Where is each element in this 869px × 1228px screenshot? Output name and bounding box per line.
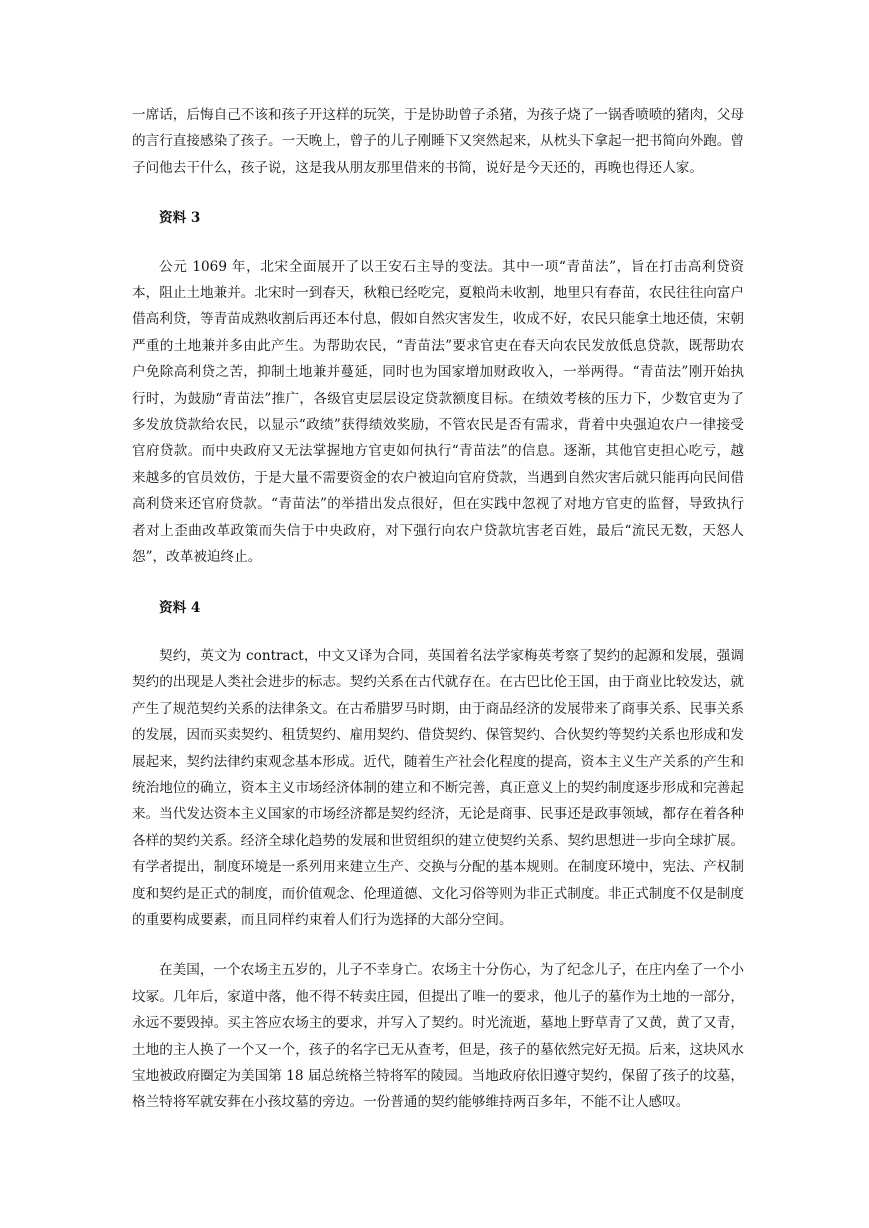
intro-paragraph: 一席话，后悔自己不该和孩子开这样的玩笑，于是协助曾子杀猪，为孩子烧了一锅香喷喷的猪肉，父母的言行直接感染了孩子。一天晚上，曾子的儿子刚睡下又突然起来，从枕头下拿起一把书简向外跑。曾子问他去干什么，孩子说，这是我从朋友那里借来的书简，说好是今天还的，再晚也得还人家。 [132,107,744,176]
section-3-paragraph: 公元 1069 年，北宋全面展开了以王安石主导的变法。其中一项“青苗法”，旨在打击高利贷资本，阻止土地兼并。北宋时一到春天，秋粮已经吃完，夏粮尚未收割，地里只有春苗，农民往往向富户借高利贷，等青苗成熟收割后再还本付息，假如自然灾害发生，收成不好，农民只能拿土地还债，宋朝严重的土地兼并多由此产生。为帮助农民，“青苗法”要求官吏在春天向农民发放低息贷款，既帮助农户免除高利贷之苦，抑制土地兼并蔓延，同时也为国家增加财政收入，一举两得。“青苗法”刚开始执行时，为鼓励“青苗法”推广，各级官吏层层设定贷款额度目标。在绩效考核的压力下，少数官吏为了多发放贷款给农民，以显示“政绩”获得绩效奖励，不管农民是否有需求，背着中央强迫农户一律接受官府贷款。而中央政府又无法掌握地方官吏如何执行“青苗法”的信息。逐渐，其他官吏担心吃亏，越来越多的官员效仿，于是大量不需要资金的农户被迫向官府贷款，当遇到自然灾害后就只能再向民间借高利贷来还官府贷款。“青苗法”的举措出发点很好，但在实践中忽视了对地方官吏的监督，导致执行者对上歪曲改革政策而失信于中央政府，对下强行向农户贷款坑害老百姓，最后“流民无数，天怒人怨”，改革被迫终止。 [132,258,744,566]
section-4-paragraph-2: 在美国，一个农场主五岁的，儿子不幸身亡。农场主十分伤心，为了纪念儿子，在庄内垒了一个小坟冢。几年后，家道中落，他不得不转卖庄园，但提出了唯一的要求，他儿子的墓作为土地的一部分，永远不要毁掉。买主答应农场主的要求，并写入了契约。时光流逝，墓地上野草青了又黄，黄了又青，土地的主人换了一个又一个，孩子的名字已无从查考，但是，孩子的墓依然完好无损。后来，这块风水宝地被政府圈定为美国第 18 届总统格兰特将军的陵园。当地政府依旧遵守契约，保留了孩子的坟墓，格兰特将军就安葬在小孩坟墓的旁边。一份普通的契约能够维持两百多年，不能不让人感叹。 [132,962,744,1111]
spacer [132,181,744,205]
document-page [132,102,744,1116]
section-heading-3: 资料 3 [159,210,201,227]
section-4-paragraph-1: 契约，英文为 contract，中文又译为合同，英国着名法学家梅英考察了契约的起源和发展，强调契约的出现是人类社会进步的标志。契约关系在古代就存在。在古巴比伦王国，由于商业比较发达，就产生了规范契约关系的法律条文。在古希腊罗马时期，由于商品经济的发展带来了商事关系、民事关系的发展，因而买卖契约、租赁契约、雇用契约、借贷契约、保管契约、合伙契约等契约关系也形成和发展起来，契约法律约束观念基本形成。近代，随着生产社会化程度的提高，资本主义生产关系的产生和统治地位的确立，资本主义市场经济体制的建立和不断完善，真正意义上的契约制度逐步形成和完善起来。当代发达资本主义国家的市场经济都是契约经济，无论是商事、民事还是政事领域，都存在着各种各样的契约关系。经济全球化趋势的发展和世贸组织的建立使契约关系、契约思想进一步向全球扩展。有学者提出，制度环境是一系列用来建立生产、交换与分配的基本规则。在制度环境中，宪法、产权制度和契约是正式的制度，而价值观念、伦理道德、文化习俗等则为非正式制度。非正式制度不仅是制度的重要构成要素，而且同样约束着人们行为选择的大部分空间。 [132,647,744,928]
spacer [132,232,744,254]
spacer [132,933,744,957]
section-heading-4: 资料 4 [159,599,201,616]
spacer [132,571,744,595]
spacer [132,621,744,643]
